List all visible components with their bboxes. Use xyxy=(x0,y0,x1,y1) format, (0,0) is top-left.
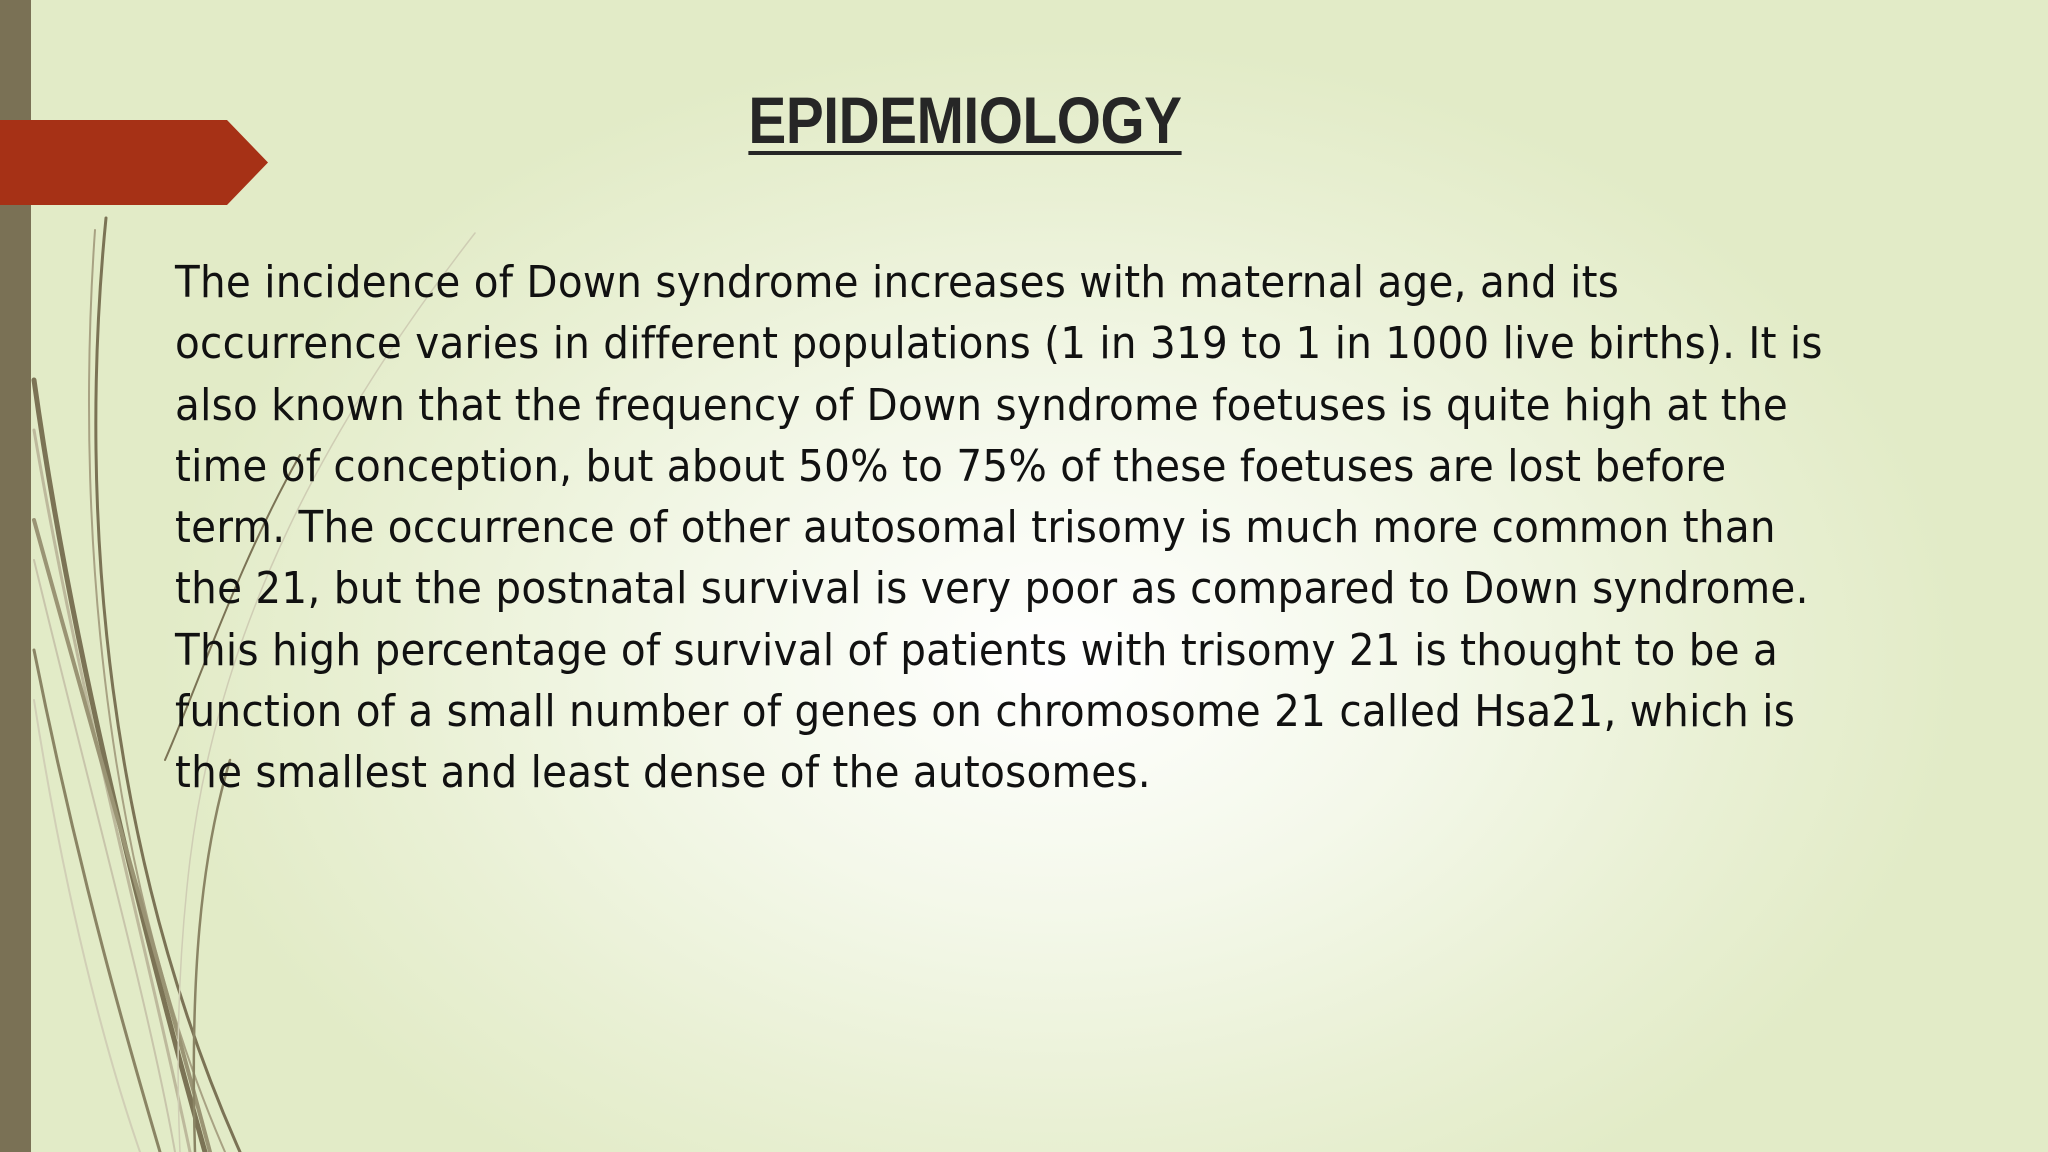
body-paragraph: The incidence of Down syndrome increases with maternal age, and its occurrence varies in different populations (1 in 319 to 1 in 1000 live births). It is also known that the frequency of Down syndrome foetuses is quite high at the time of conception, but about 50% to 75% of these foetuses are lost before term. The occurrence of other autosomal trisomy is much more common than the 21, but the postnatal survival is very poor as compared to Down syndrome. This high percentage of survival of patients with trisomy 21 is thought to be a function of a small number of genes on chromosome 21 called Hsa21, which is the smallest and least dense of the autosomes. xyxy=(175,257,1823,799)
slide-title: EPIDEMIOLOGY xyxy=(748,83,1182,157)
